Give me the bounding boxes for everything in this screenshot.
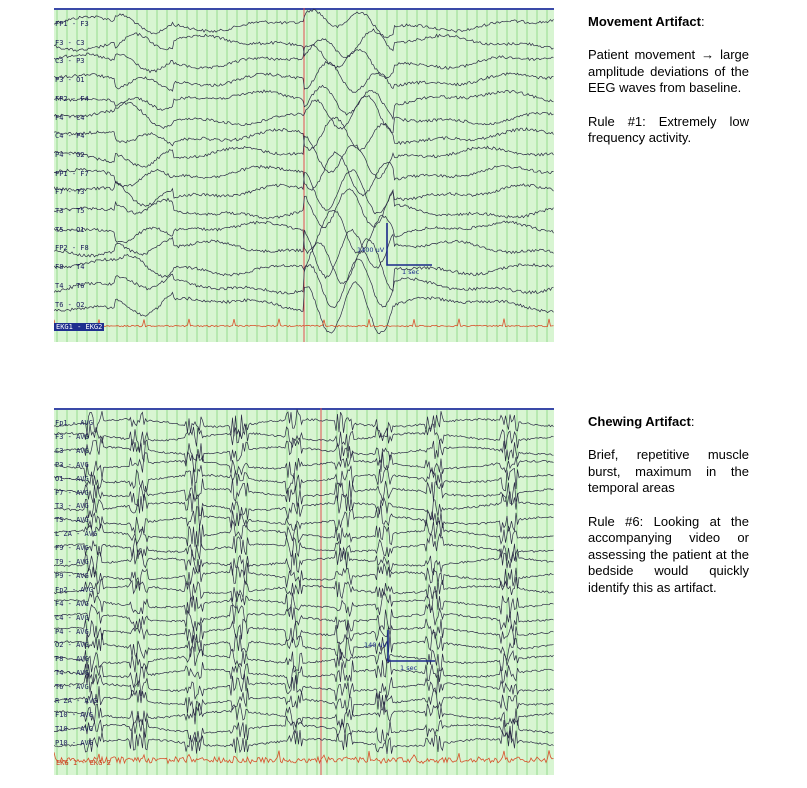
channel-label: T10 - AVG xyxy=(55,724,93,733)
channel-label: F8 - AVG xyxy=(55,655,89,664)
channel-label: O1 - AVG xyxy=(55,474,89,483)
channel-label: P3 - O1 xyxy=(55,76,85,85)
channel-label: T5 - AVG xyxy=(55,516,89,525)
channel-label: C3 - P3 xyxy=(55,57,85,66)
channel-label: P4 - AVG xyxy=(55,627,89,636)
channel-label: F8 - T4 xyxy=(55,263,85,272)
channel-label: F10 - AVG xyxy=(55,710,93,719)
channel-label: R ZA - AVG xyxy=(55,697,98,705)
eeg-trace-canvas xyxy=(54,8,554,342)
description-body: Patient movement → large amplitude deviations of the EEG waves from baseline. xyxy=(588,47,749,96)
channel-label: Fp2 - AVG xyxy=(55,585,93,594)
channel-label: FP2 - F8 xyxy=(55,244,89,253)
channel-label: T3 - T5 xyxy=(55,207,85,215)
ekg-label: EKG 1 - EKG 2 xyxy=(56,759,111,767)
description-body: Brief, repetitive muscle burst, maximum in the temporal areas xyxy=(588,447,749,496)
eeg-trace-canvas xyxy=(54,408,554,775)
channel-label: FP2 - F4 xyxy=(55,94,89,103)
channel-label: T9 - AVG xyxy=(55,558,89,566)
rule-text: Rule #1: Extremely low frequency activity. xyxy=(588,113,749,146)
channel-label: T6 - O2 xyxy=(55,300,85,309)
channel-label: T4 - T6 xyxy=(55,281,85,290)
eeg-panel-movement xyxy=(54,8,554,342)
channel-label: C4 - AVG xyxy=(55,613,89,622)
channel-label: P9 - AVG xyxy=(55,571,89,580)
channel-label: T5 - O1 xyxy=(55,225,85,234)
ekg-label: EKG1 - EKG2 xyxy=(56,323,103,331)
channel-label: O2 - AVG xyxy=(55,641,89,650)
chewing-artifact-description xyxy=(588,414,749,613)
section-title: Movement Artifact xyxy=(588,14,701,29)
time-scale-label: 1 sec xyxy=(402,268,420,276)
amplitude-scale-label: 140 uV xyxy=(364,641,388,649)
channel-label: L ZA - AVG xyxy=(55,530,98,539)
channel-label: P10 - AVG xyxy=(55,738,93,747)
channel-label: P4 - O2 xyxy=(55,150,85,159)
channel-label: F7 - T3 xyxy=(55,188,85,197)
title-colon: : xyxy=(690,414,695,429)
channel-label: F4 - AVG xyxy=(55,599,89,608)
title-colon: : xyxy=(700,14,705,29)
channel-label: C3 - AVG xyxy=(55,446,89,455)
eeg-panel-chewing xyxy=(54,408,554,775)
amplitude-scale-label: 1400 uV xyxy=(357,246,385,254)
channel-label: F7 - AVG xyxy=(55,488,89,497)
channel-label: C4 - P4 xyxy=(55,132,85,141)
grid-background xyxy=(54,408,554,775)
channel-label: T3 - AVG xyxy=(55,502,89,511)
channel-label: FP1 - F7 xyxy=(55,169,89,178)
channel-label: T4 - AVG xyxy=(55,669,89,678)
channel-label: F3 - AVG xyxy=(55,432,89,441)
time-scale-label: 1 sec xyxy=(400,664,418,672)
channel-label: F3 - C3 xyxy=(55,38,85,47)
channel-label: FP1 - F3 xyxy=(55,20,89,28)
channel-label: P3 - AVG xyxy=(55,460,89,469)
channel-label: Fp1 - AVG xyxy=(55,419,93,427)
movement-artifact-description xyxy=(588,14,749,163)
channel-label: F4 - C4 xyxy=(55,113,85,122)
channel-label: F9 - AVG xyxy=(55,544,89,553)
channel-label: T6 - AVG xyxy=(55,683,89,692)
section-title: Chewing Artifact xyxy=(588,414,691,429)
rule-text: Rule #6: Looking at the accompanying video or assessing the patient at the bedside would quickly identify this as artifact. xyxy=(588,513,749,595)
